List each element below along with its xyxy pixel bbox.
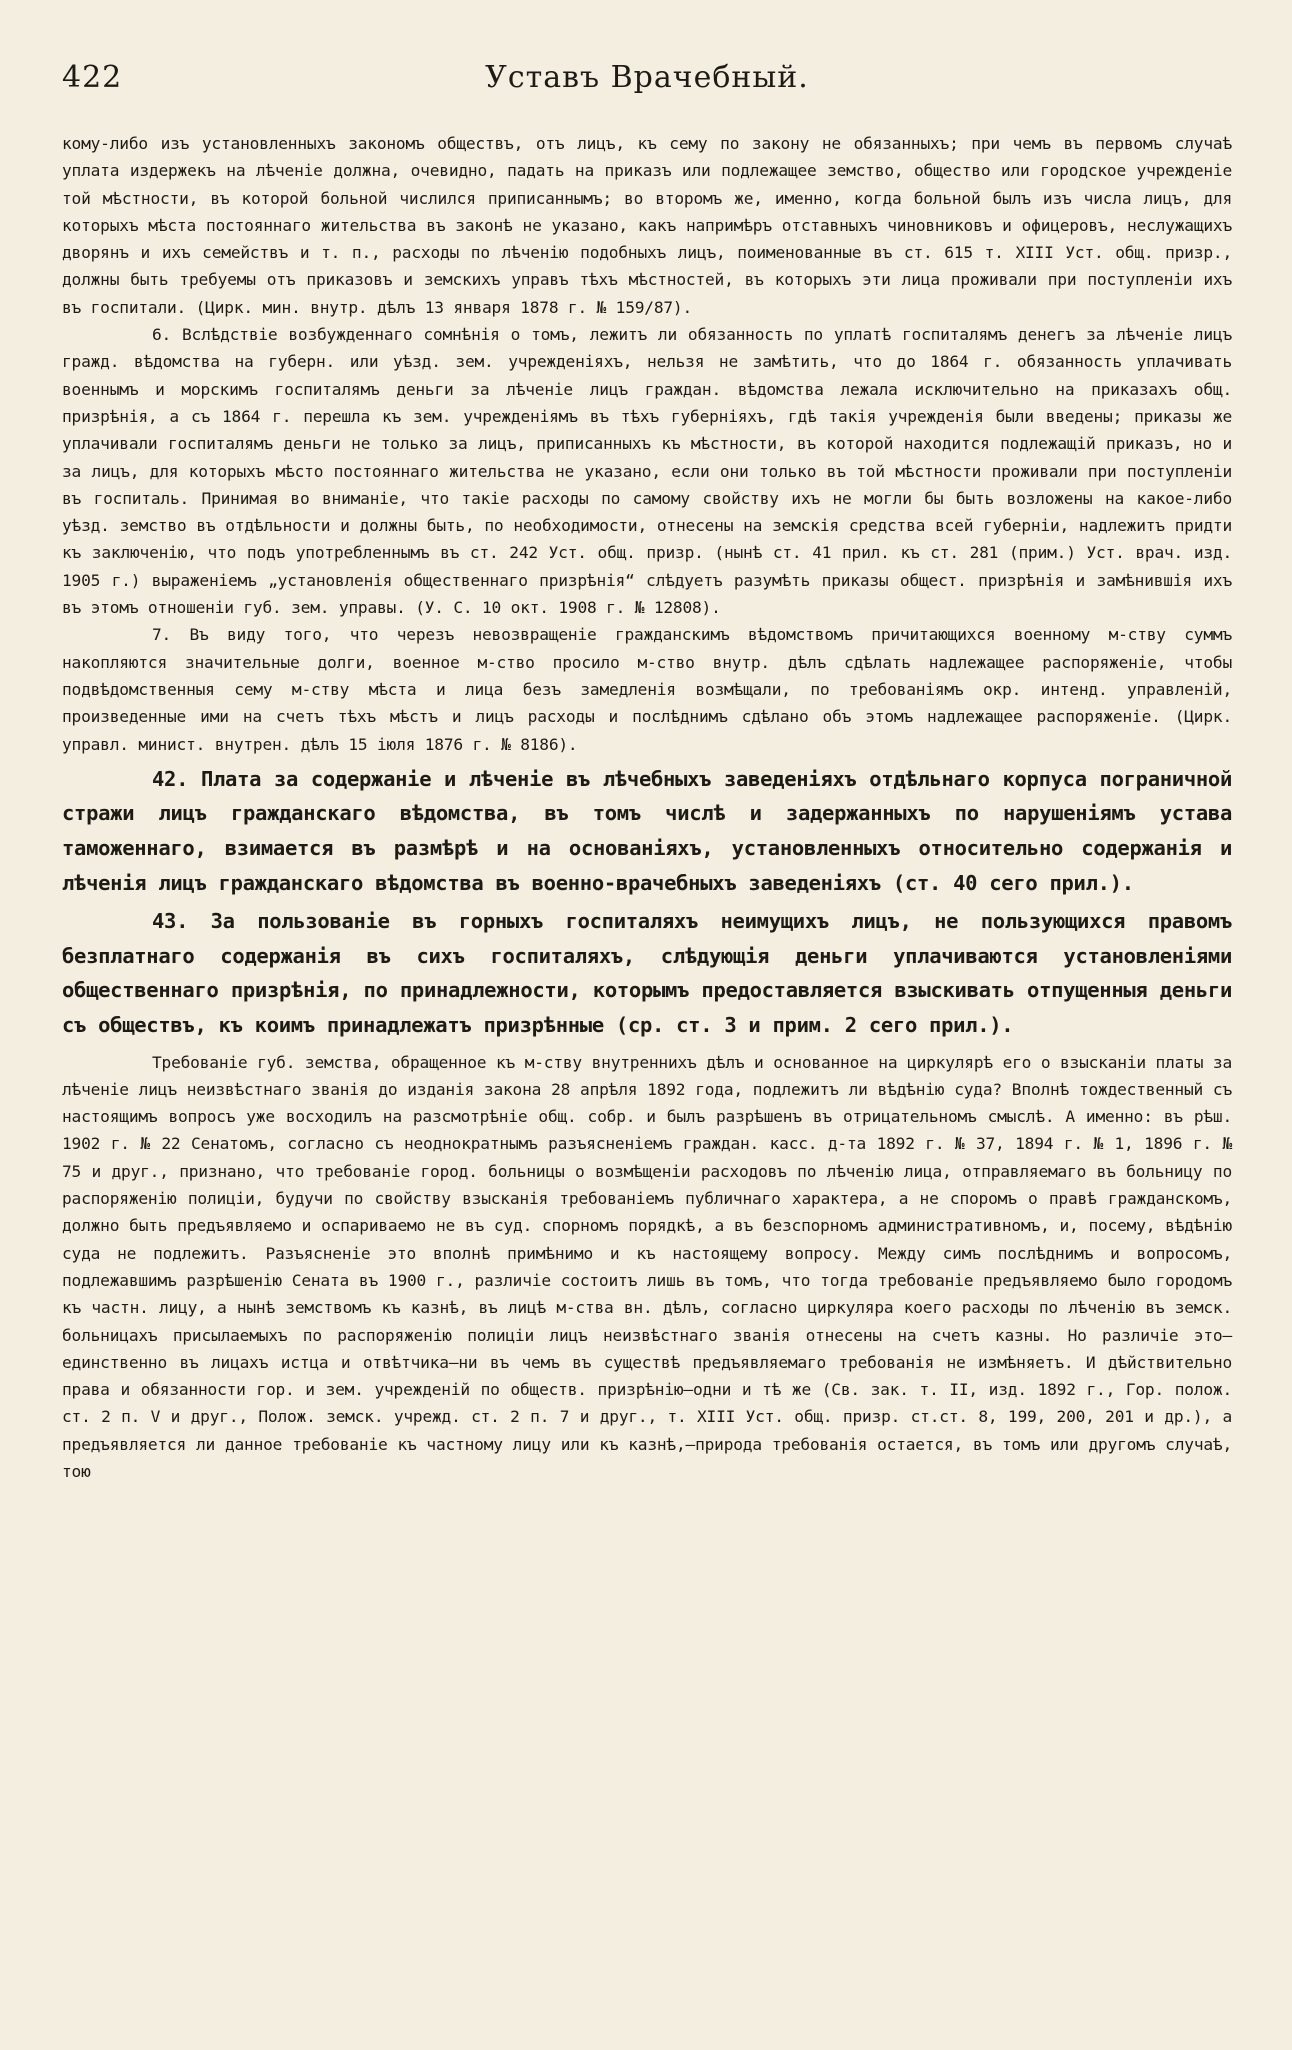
- paragraph-commentary: Требованіе губ. земства, обращенное къ м-ству внутреннихъ дѣлъ и основанное на циркулярѣ его о взысканіи платы за лѣченіе лицъ неизвѣстнаго званія до изданія закона 28 апрѣля 1892 года, подлежитъ ли вѣдѣнію суда? Вполнѣ тождественный съ настоящимъ вопросъ уже восходилъ на разсмотрѣніе общ. собр. и былъ разрѣшенъ въ отрицательномъ смыслѣ. А именно: въ рѣш. 1902 г. № 22 Сенатомъ, согласно съ неоднократнымъ разъясненіемъ граждан. касс. д-та 1892 г. № 37, 1894 г. № 1, 1896 г. № 75 и друг., признано, что требованіе город. больницы о возмѣщеніи расходовъ по лѣченію лица, отправляемаго въ больницу по распоряженію полиціи, будучи по свойству взысканія требованіемъ публичнаго характера, а не споромъ о правѣ гражданскомъ, должно быть предъявляемо и оспариваемо не въ суд. спорномъ порядкѣ, а въ безспорномъ административномъ, и, посему, вѣдѣнію суда не подлежитъ. Разъясненіе это вполнѣ примѣнимо и къ настоящему вопросу. Между симъ послѣднимъ и вопросомъ, подлежавшимъ разрѣшенію Сената въ 1900 г., различіе состоитъ лишь въ томъ, что тогда требованіе предъявляемо было городомъ къ частн. лицу, а нынѣ земствомъ къ казнѣ, въ лицѣ м-ства вн. дѣлъ, согласно циркуляра коего расходы по лѣченію въ земск. больницахъ присылаемыхъ по распоряженію полиціи лицъ неизвѣстнаго званія отнесены на счетъ казны. Но различіе это—единственно въ лицахъ истца и отвѣтчика—ни въ чемъ въ существѣ предъявляемаго требованія не измѣняетъ. И дѣйствительно права и обязанности гор. и зем. учрежденій по обществ. призрѣнію—одни и тѣ же (Св. зак. т. II, изд. 1892 г., Гор. полож. ст. 2 п. V и друг., Полож. земск. учрежд. ст. 2 п. 7 и друг., т. XIII Уст. общ. призр. ст.ст. 8, 199, 200, 201 и др.), а предъявляется ли данное требованіе къ частному лицу или къ казнѣ,—природа требованія остается, въ томъ или другомъ случаѣ, тою: [62, 1052, 1232, 1482]
- article-text: Плата за содержаніе и лѣченіе въ лѣчебныхъ заведеніяхъ отдѣльнаго корпуса пограничной стражи лицъ гражданскаго вѣдомства, въ томъ числѣ и задержанныхъ по нарушеніямъ устава таможеннаго, взимается въ размѣрѣ и на основаніяхъ, установленныхъ относительно содержанія и лѣченія лицъ гражданскаго вѣдомства въ военно-врачебныхъ заведеніяхъ (ст. 40 сего прил.).: [62, 766, 1232, 895]
- article-number: 42.: [152, 766, 189, 791]
- article-text: За пользованіе въ горныхъ госпиталяхъ неимущихъ лицъ, не пользующихся правомъ безплатнаго содержанія въ сихъ госпиталяхъ, слѣдующія деньги уплачиваются установленіями общественнаго призрѣнія, по принадлежности, которымъ предоставляется взыскивать отпущенныя деньги съ обществъ, къ коимъ принадлежатъ призрѣнные (ср. ст. 3 и прим. 2 сего прил.).: [62, 909, 1232, 1037]
- paragraph-continuation: кому-либо изъ установленныхъ закономъ обществъ, отъ лицъ, къ сему по закону не обязанныхъ; при чемъ въ первомъ случаѣ уплата издержекъ на лѣченіе должна, очевидно, падать на приказъ или подлежащее земство, общество или городское учрежденіе той мѣстности, въ которой больной числился приписаннымъ; во второмъ же, именно, когда больной былъ изъ числа лицъ, для которыхъ мѣста постояннаго жительства въ законѣ не указано, какъ напримѣръ отставныхъ чиновниковъ и офицеровъ, неслужащихъ дворянъ и ихъ семействъ и т. п., расходы по лѣченію подобныхъ лицъ, поименованные въ ст. 615 т. XIII Уст. общ. призр., должны быть требуемы отъ приказовъ и земскихъ управъ тѣхъ мѣстностей, въ которыхъ эти лица проживали при поступленіи ихъ въ госпитали. (Цирк. мин. внутр. дѣлъ 13 января 1878 г. № 159/87).: [62, 134, 1232, 317]
- article-42: [62, 762, 1232, 900]
- article-number: 43.: [152, 909, 189, 934]
- paragraph-note-6: 6. Вслѣдствіе возбужденнаго сомнѣнія о томъ, лежитъ ли обязанность по уплатѣ госпиталямъ денегъ за лѣченіе лицъ гражд. вѣдомства на губерн. или уѣзд. зем. учрежденіяхъ, нельзя не замѣтить, что до 1864 г. обязанность уплачивать военнымъ и морскимъ госпиталямъ деньги за лѣченіе лицъ граждан. вѣдомства лежала исключительно на приказахъ общ. призрѣнія, а съ 1864 г. перешла къ зем. учрежденіямъ въ тѣхъ губерніяхъ, гдѣ такія учрежденія были введены; приказы же уплачивали госпиталямъ деньги не только за лицъ, приписанныхъ къ мѣстности, въ которой находится подлежащій приказъ, но и за лицъ, для которыхъ мѣсто постояннаго жительства не указано, если они только въ той мѣстности проживали при поступленіи въ госпиталь. Принимая во вниманіе, что такіе расходы по самому свойству ихъ не могли бы быть возложены на какое-либо уѣзд. земство въ отдѣльности и должны быть, по необходимости, отнесены на земскія средства всей губерніи, надлежитъ придти къ заключенію, что подъ употребленнымъ въ ст. 242 Уст. общ. призр. (нынѣ ст. 41 прил. къ ст. 281 (прим.) Уст. врач. изд. 1905 г.) выраженіемъ „установленія общественнаго призрѣнія“ слѣдуетъ разумѣть приказы общест. призрѣнія и замѣнившія ихъ въ этомъ отношеніи губ. зем. управы. (У. С. 10 окт. 1908 г. № 12808).: [62, 325, 1232, 618]
- article-43: [62, 904, 1232, 1042]
- running-title: Уставъ Врачебный.: [485, 60, 809, 95]
- paragraph-note-7: 7. Въ виду того, что черезъ невозвращеніе гражданскимъ вѣдомствомъ причитающихся военному м-ству суммъ накопляются значительные долги, военное м-ство просило м-ство внутр. дѣлъ сдѣлать надлежащее распоряженіе, чтобы подвѣдомственныя сему м-ству мѣста и лица безъ замедленія возмѣщали, по требованіямъ окр. интенд. управленій, произведенные ими на счетъ тѣхъ мѣстъ и лицъ расходы и послѣднимъ сдѣлано объ этомъ надлежащее распоряженіе. (Цирк. управл. минист. внутрен. дѣлъ 15 іюля 1876 г. № 8186).: [62, 625, 1232, 754]
- page-number: 422: [62, 60, 123, 95]
- running-head: [62, 60, 1232, 130]
